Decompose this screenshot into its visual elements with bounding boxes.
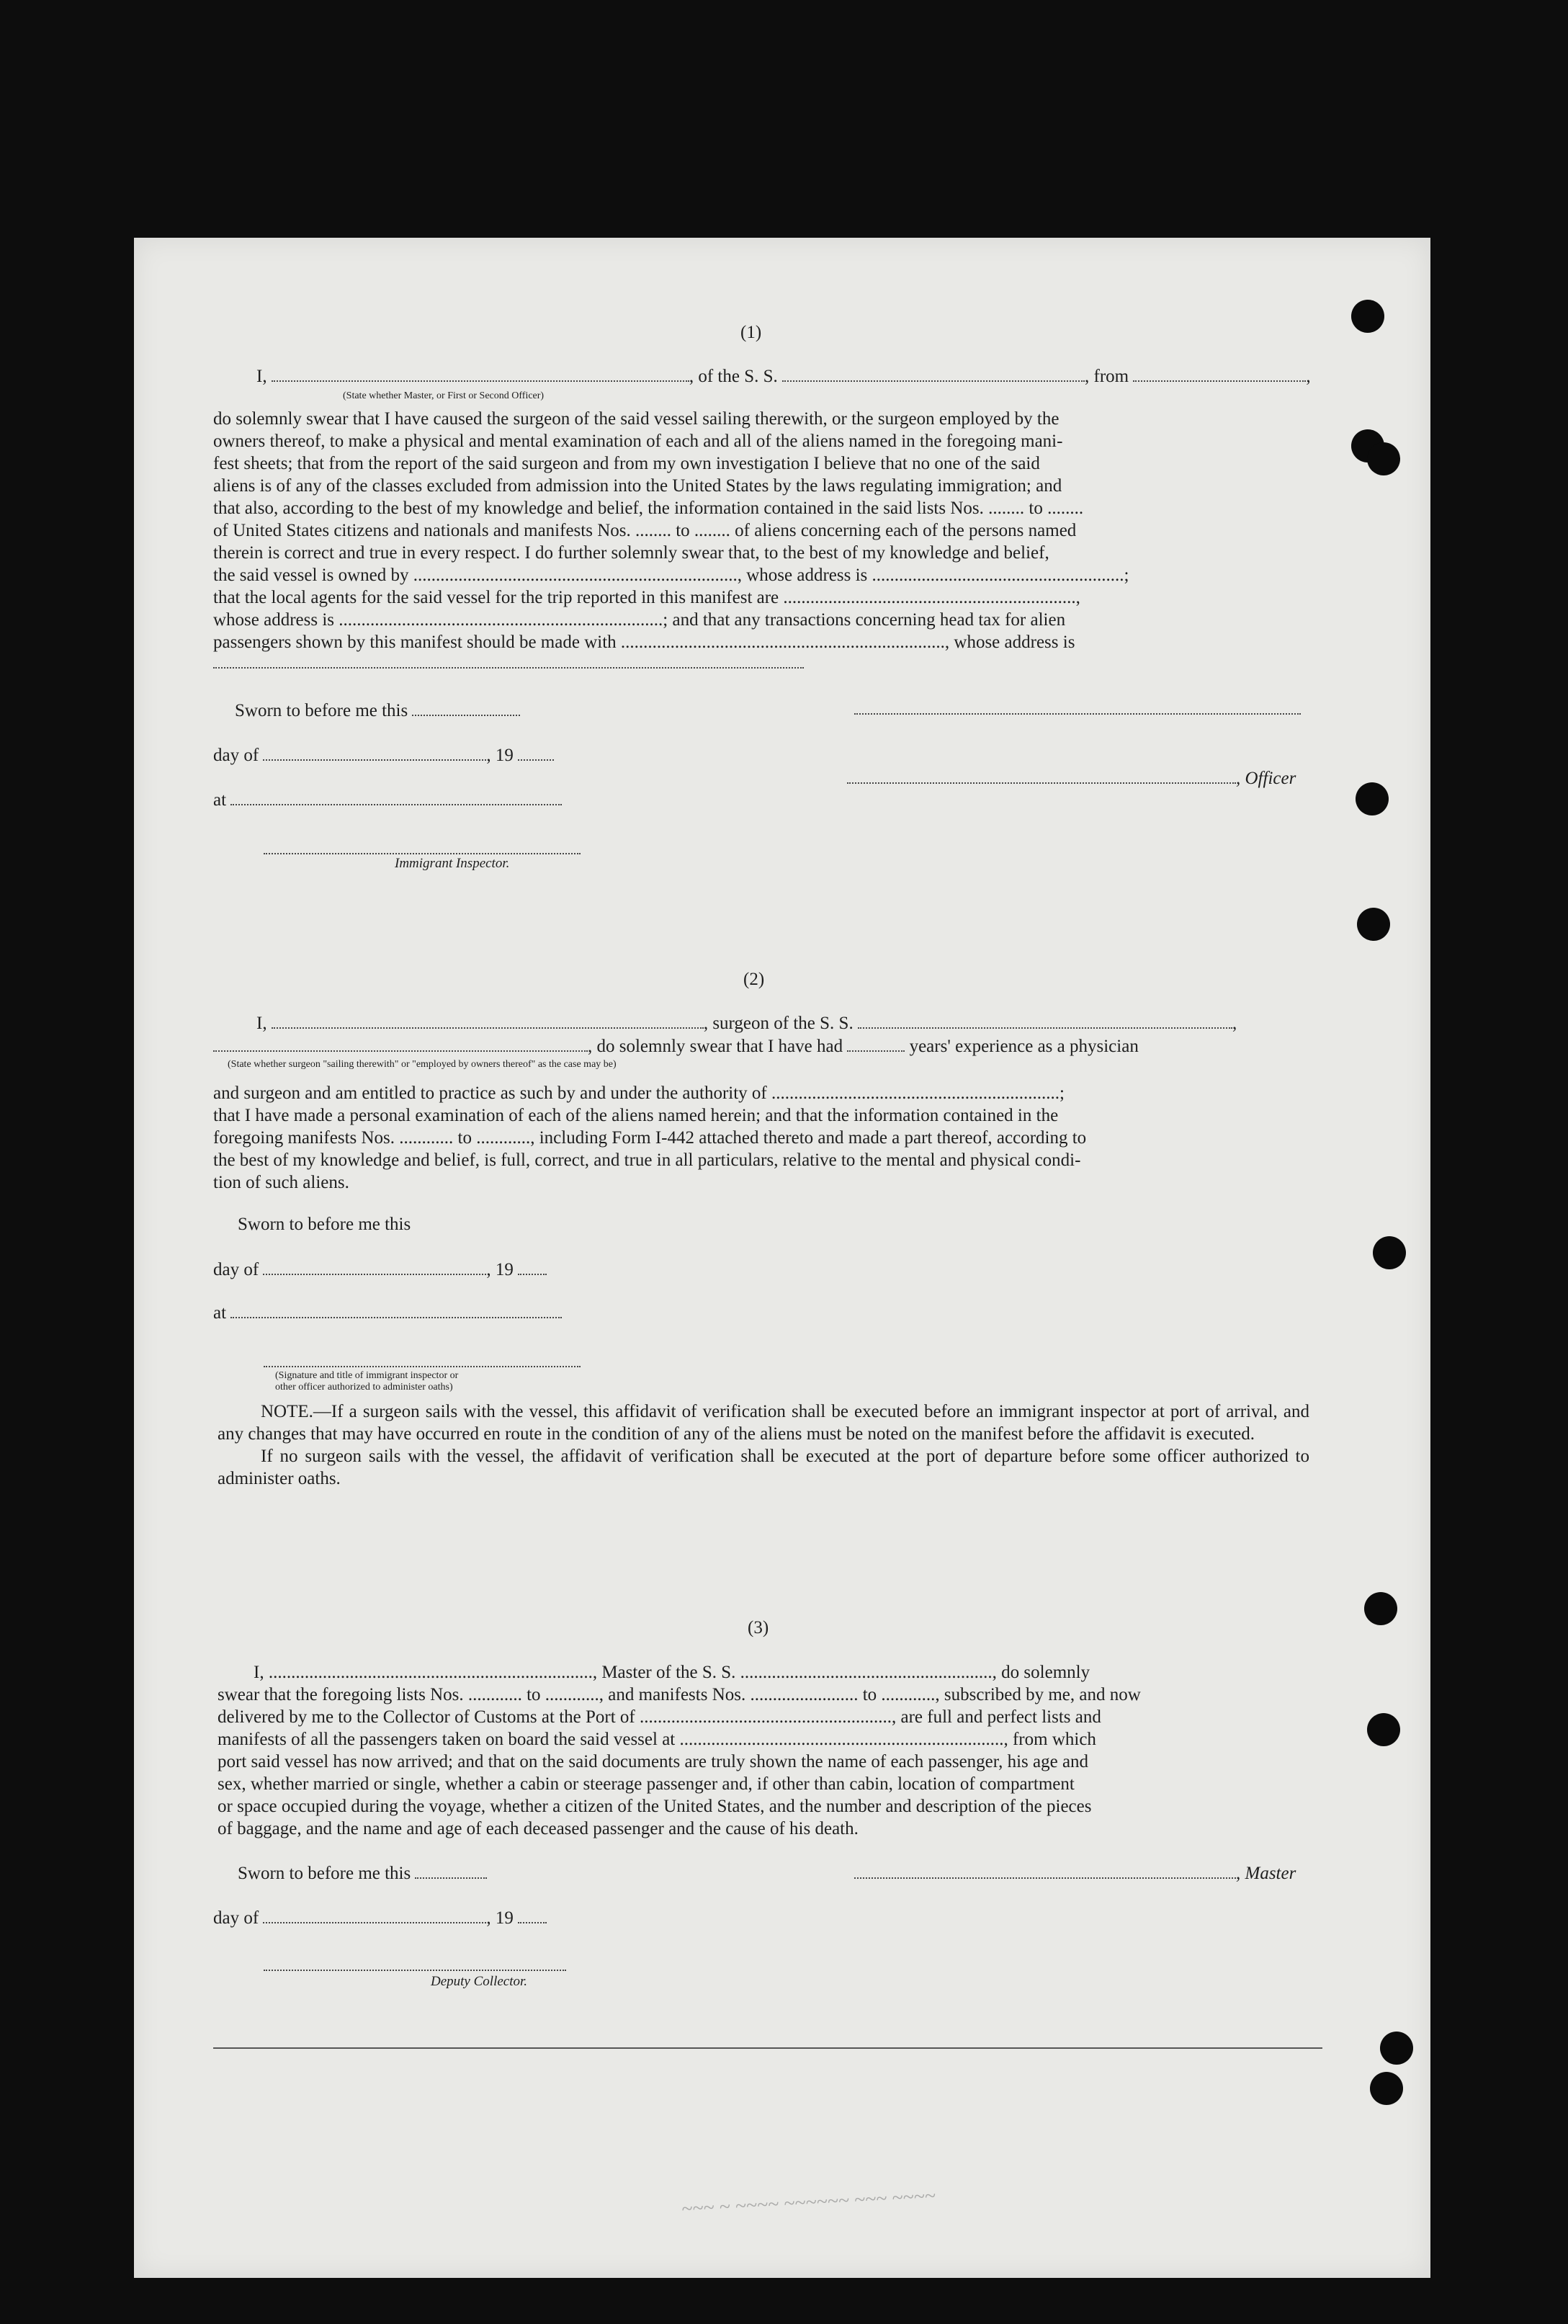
vessel-name-field-2[interactable] xyxy=(858,1013,1232,1029)
surgeon-type-field[interactable] xyxy=(213,1036,588,1052)
pronoun-i: I, xyxy=(256,367,267,386)
section-3-number: (3) xyxy=(748,1618,769,1637)
body-line: that the local agents for the said vessel for the trip reported in this manifest are ................................................................., xyxy=(213,588,1080,607)
note-text-2: If no surgeon sails with the vessel, the affidavit of verification shall be executed at the port of departure before some officer authorized to administer oaths. xyxy=(218,1447,1309,1488)
punch-hole xyxy=(1364,1592,1397,1625)
punch-hole xyxy=(1370,2072,1403,2105)
body-line: therein is correct and true in every respect. I do further solemnly swear that, to the best of my knowledge and belief, xyxy=(213,543,1049,563)
manifest-page xyxy=(134,238,1430,2278)
years-experience-field[interactable] xyxy=(847,1036,905,1052)
surgeon-caption: (State whether surgeon "sailing therewith" or "employed by owners thereof" as the case may be) xyxy=(228,1059,617,1070)
section-3-sworn: Sworn to before me this xyxy=(238,1863,487,1884)
section-1-line-1: I, , of the S. S. , from , xyxy=(256,367,1311,386)
body-line: and surgeon and am entitled to practice as such by and under the authority of ................................................................; xyxy=(213,1083,1065,1103)
note-block xyxy=(218,1400,1309,1490)
year-field-3[interactable] xyxy=(518,1908,547,1923)
body-line: fest sheets; that from the report of the said surgeon and from my own investigation I believe that no one of the said xyxy=(213,454,1040,473)
officer-signature-line-2[interactable] xyxy=(264,1366,581,1367)
punch-hole xyxy=(1357,908,1390,941)
at-place-field-2[interactable] xyxy=(230,1302,562,1318)
section-3-body xyxy=(218,1661,1309,1840)
signature-line xyxy=(854,713,1301,715)
section-3-day: day of , 19 xyxy=(213,1908,547,1929)
punch-hole xyxy=(1367,1713,1400,1746)
body-line: or space occupied during the voyage, whether a citizen of the United States, and the number and description of the pieces xyxy=(218,1797,1092,1816)
vessel-name-field[interactable] xyxy=(782,366,1085,382)
section-2-at: at xyxy=(213,1302,562,1323)
body-line: manifests of all the passengers taken on board the said vessel at ........................................................................, from which xyxy=(218,1730,1096,1749)
body-line: port said vessel has now arrived; and that on the said documents are truly shown the name of each passenger, his age and xyxy=(218,1752,1089,1771)
collector-signature-line[interactable] xyxy=(264,1970,566,1971)
body-line: tion of such aliens. xyxy=(213,1173,349,1192)
body-line: that I have made a personal examination of each of the aliens named herein; and that the information contained in the xyxy=(213,1106,1059,1125)
section-2-line-2: , do solemnly swear that I have had years' experience as a physician xyxy=(213,1036,1139,1057)
body-line: do solemnly swear that I have caused the surgeon of the said vessel sailing therewith, or the surgeon employed by the xyxy=(213,409,1059,429)
body-line: of baggage, and the name and age of each deceased passenger and the cause of his death. xyxy=(218,1819,859,1838)
body-line: swear that the foregoing lists Nos. ............ to ............, and manifests Nos. ........................ to ............, subscribed by me, and now xyxy=(218,1685,1141,1704)
punch-hole xyxy=(1373,1236,1406,1269)
bottom-rule xyxy=(213,2047,1322,2049)
section-2-line-1: I, , surgeon of the S. S. , xyxy=(256,1014,1237,1033)
note-text: —If a surgeon sails with the vessel, this affidavit of verification shall be executed before an immigrant inspector at port of arrival, and any changes that may have occurred en route in the condition of any of the aliens must be noted on the manifest before the affidavit is executed. xyxy=(218,1402,1309,1444)
note-label: NOTE. xyxy=(261,1402,313,1421)
body-line: the best of my knowledge and belief, is full, correct, and true in all particulars, relative to the mental and physical condi- xyxy=(213,1150,1081,1170)
body-line: owners thereof, to make a physical and mental examination of each and all of the aliens named in the foregoing mani- xyxy=(213,432,1063,451)
master-name-field[interactable] xyxy=(272,366,689,382)
inspector-caption: Immigrant Inspector. xyxy=(395,856,510,871)
officer-signature-field[interactable] xyxy=(847,768,1236,784)
master-caption: (State whether Master, or First or Second Officer) xyxy=(343,390,545,401)
collector-caption: Deputy Collector. xyxy=(431,1974,528,1989)
sworn-date-field-3[interactable] xyxy=(415,1863,487,1879)
day-of-field-3[interactable] xyxy=(263,1908,486,1923)
body-line: of United States citizens and nationals and manifests Nos. ........ to ........ of aliens concerning each of the persons named xyxy=(213,521,1077,540)
year-field-2[interactable] xyxy=(518,1259,547,1275)
section-1-body xyxy=(213,408,1308,653)
section-2-body xyxy=(213,1082,1308,1194)
section-1-day: day of , 19 xyxy=(213,745,554,766)
body-line: whose address is ........................................................................; and that any transactions concerning head tax for alien xyxy=(213,610,1066,630)
body-line: delivered by me to the Collector of Customs at the Port of ........................................................, are full and perfect lists and xyxy=(218,1707,1101,1727)
sig-caption-2: other officer authorized to administer oaths) xyxy=(275,1382,453,1393)
body-line: I, ........................................................................, Master of the S. S. ........................................................, do solemnly xyxy=(254,1663,1090,1682)
handwritten-scrawl: ~~~ ~ ~~~~ ~~~~~~ ~~~ ~~~~ xyxy=(681,2184,936,2221)
year-field[interactable] xyxy=(518,745,554,761)
surgeon-name-field[interactable] xyxy=(272,1013,704,1029)
master-signature-field[interactable] xyxy=(854,1863,1236,1879)
body-line: that also, according to the best of my knowledge and belief, the information contained in the said lists Nos. ........ to ........ xyxy=(213,499,1084,518)
address-continuation-line xyxy=(213,667,804,669)
section-3-master: , Master xyxy=(854,1863,1296,1884)
section-1-sworn: Sworn to before me this xyxy=(235,700,520,721)
section-2-sworn: Sworn to before me this xyxy=(238,1215,411,1234)
punch-hole xyxy=(1367,442,1400,475)
punch-hole xyxy=(1351,300,1384,333)
inspector-signature-line[interactable] xyxy=(264,853,581,854)
body-line: foregoing manifests Nos. ............ to ............, including Form I-442 attached thereto and made a part thereof, according to xyxy=(213,1128,1087,1148)
body-line: passengers shown by this manifest should be made with ........................................................................, whose address is xyxy=(213,633,1075,652)
day-of-field-2[interactable] xyxy=(263,1259,486,1275)
body-line: aliens is of any of the classes excluded from admission into the United States by the laws regulating immigration; and xyxy=(213,476,1062,496)
sworn-date-field[interactable] xyxy=(412,700,520,716)
punch-hole xyxy=(1380,2032,1413,2065)
section-1-at: at xyxy=(213,790,562,810)
day-of-field[interactable] xyxy=(263,745,486,761)
of-ss-label: , of the S. S. xyxy=(689,367,778,386)
from-label: , from xyxy=(1085,367,1129,386)
section-2-day: day of , 19 xyxy=(213,1259,547,1280)
from-port-field[interactable] xyxy=(1133,366,1306,382)
sig-caption-1: (Signature and title of immigrant inspector or xyxy=(275,1370,459,1381)
punch-hole xyxy=(1356,782,1389,815)
body-line: sex, whether married or single, whether a cabin or steerage passenger and, if other than cabin, location of compartment xyxy=(218,1774,1075,1794)
section-2-number: (2) xyxy=(743,970,765,989)
section-1-officer: , Officer xyxy=(847,768,1296,789)
at-place-field[interactable] xyxy=(230,790,562,805)
section-1-number: (1) xyxy=(740,323,762,342)
body-line: the said vessel is owned by ........................................................................, whose address is ........................................................; xyxy=(213,566,1129,585)
